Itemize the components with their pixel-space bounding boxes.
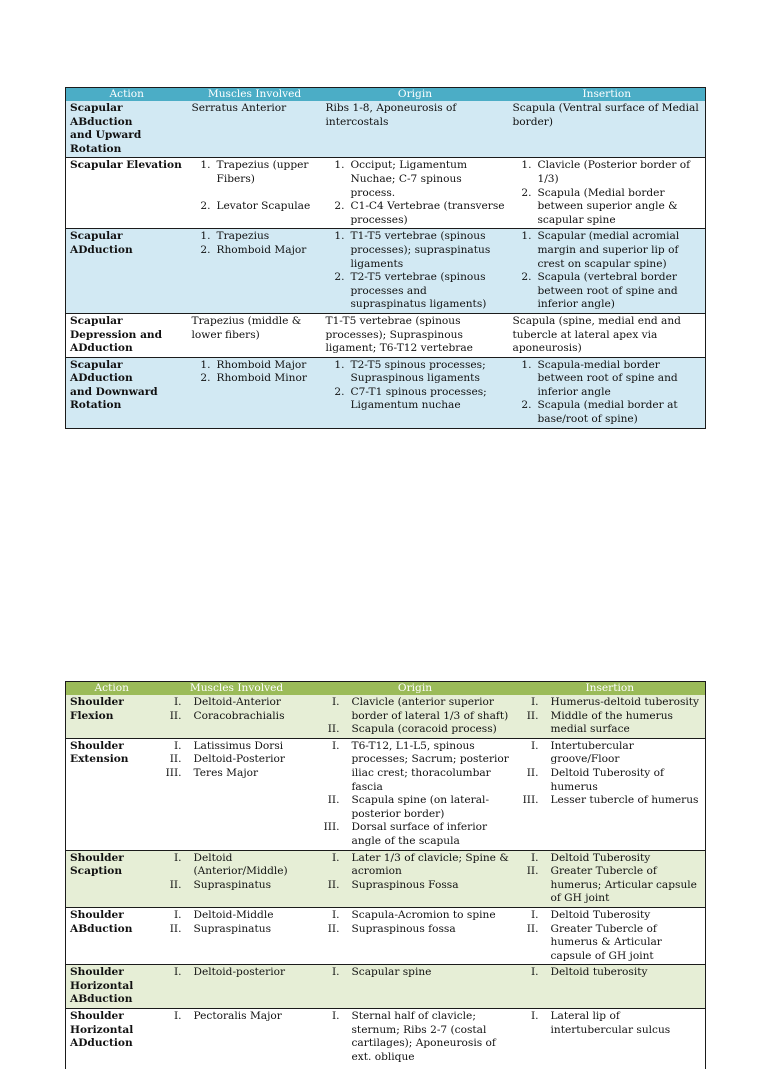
origin-cell [322,158,509,229]
list-item: III. Teres Major [165,766,259,779]
list-item: I. Later 1/3 of clavicle; Spine & acromion [331,851,509,878]
muscles-cell [158,1009,316,1069]
origin-cell [316,695,515,738]
insertion-cell [509,158,706,229]
list-item: 1. Trapezius [200,230,270,243]
list-item: 1. Scapula-medial border between root of spine and inferior angle [521,358,678,398]
table-row [66,738,706,850]
shoulder-actions-table [65,681,706,1069]
list-item: II. Supraspinous fossa [327,922,456,935]
list-item: I. Pectoralis Major [173,1010,282,1023]
insertion-cell [515,738,706,850]
table-row [66,158,706,229]
list-item: 1. T2-T5 spinous processes; Supraspinous ligaments [334,358,486,385]
table-row [66,907,706,964]
list-item: 2. Scapula (vertebral border between root of spine and inferior angle) [521,271,678,311]
list-item: I. Deltoid-Anterior [173,696,281,708]
list-item: I. Deltoid-posterior [173,966,286,979]
list-item: 2. C7-T1 spinous processes; Ligamentum nuchae [334,385,487,412]
list-item: I. Sternal half of clavicle; sternum; Ribs 2-7 (costal cartilages); Aponeurosis of ext. oblique [331,1010,496,1063]
header-insertion: Insertion [585,682,635,694]
list-item: I. Deltoid Tuberosity [530,851,651,864]
action-cell: Scapular Elevation [66,158,188,229]
origin-cell: Ribs 1-8, Aponeurosis of intercostals [325,102,457,128]
origin-cell [316,1009,515,1069]
list-item: I. Scapular spine [331,966,432,979]
list-item: I. Clavicle (anterior superior border of lateral 1/3 of shaft) [331,696,509,722]
muscles-cell [188,158,322,229]
header-action: Action [94,682,129,694]
insertion-cell: Scapula (Ventral surface of Medial border) [512,102,699,128]
origin-cell [316,738,515,850]
muscles-cell: Trapezius (middle & lower fibers) [188,313,322,357]
list-item: I. Humerus-deltoid tuberosity [530,696,700,708]
list-item: 2. Scapula (medial border at base/root of spine) [521,399,678,426]
list-item: 2. Levator Scapulae [200,199,311,212]
insertion-cell [515,907,706,964]
action-cell: Scapular ABduction and Upward Rotation [70,102,142,155]
header-insertion: Insertion [582,88,632,100]
list-item: I. Intertubercular groove/Floor [530,739,634,766]
action-cell: Scapular Depression and ADduction [66,313,188,357]
list-item: II. Deltoid-Posterior [169,753,285,766]
table-row [66,1009,706,1069]
insertion-cell: Scapula (spine, medial end and tubercle at lateral apex via aponeurosis) [509,313,706,357]
table-row [66,101,706,158]
header-muscles: Muscles Involved [207,88,302,100]
action-cell: Shoulder Horizontal ABduction [66,965,158,1009]
list-item: II. Greater Tubercle of humerus; Articular capsule of GH joint [526,865,697,905]
muscles-cell [158,965,316,1009]
list-item: 1. Clavicle (Posterior border of 1/3) [521,159,691,185]
scapular-actions-table [65,87,706,429]
list-item: I. T6-T12, L1-L5, spinous processes; Sacrum; posterior iliac crest; thoracolumbar fascia [331,739,509,793]
header-origin: Origin [397,682,433,694]
insertion-cell [515,850,706,907]
muscles-cell [158,850,316,907]
header-muscles: Muscles Involved [189,682,284,694]
list-item: I. Deltoid-Middle [173,908,274,921]
action-cell: Shoulder Extension [66,738,158,850]
origin-cell [316,907,515,964]
list-item: II. Scapula (coracoid process) [327,723,497,736]
list-item: II. Greater Tubercle of humerus & Articular capsule of GH joint [526,922,662,962]
list-item: 2. C1-C4 Vertebrae (transverse processes) [334,200,505,226]
list-item: 2. T2-T5 vertebrae (spinous processes and supraspinatus ligaments) [334,271,487,311]
insertion-cell [515,965,706,1009]
insertion-cell [509,229,706,314]
list-item: I. Scapula-Acromion to spine [331,908,496,921]
list-item: 1. Rhomboid Major [200,358,307,371]
insertion-cell [515,1009,706,1069]
header-origin: Origin [397,88,433,100]
list-item: II. Supraspinatus [169,922,272,935]
action-cell: Shoulder Scaption [66,850,158,907]
muscles-cell: Serratus Anterior [191,102,287,114]
list-item: II. Supraspinous Fossa [327,878,459,891]
list-item: I. Latissimus Dorsi [173,739,284,752]
action-cell: Shoulder Flexion [70,696,124,722]
origin-cell [322,229,509,314]
list-item: I. Lateral lip of intertubercular sulcus [530,1010,671,1036]
list-item: I. Deltoid Tuberosity [530,908,651,921]
table-row [66,357,706,428]
list-item: II. Coracobrachialis [169,709,285,722]
insertion-cell [515,695,706,738]
muscles-cell [188,229,322,314]
list-item: 1. T1-T5 vertebrae (spinous processes); supraspinatus ligaments [334,230,491,270]
muscles-cell [158,907,316,964]
list-item: 1. Trapezius (upper Fibers) [200,159,309,185]
muscles-cell [158,695,316,738]
list-item: II. Supraspinatus [169,878,272,891]
list-item: 2. Scapula (Medial border between superior angle & scapular spine [521,186,678,226]
origin-cell [316,965,515,1009]
table-row [66,850,706,907]
origin-cell: T1-T5 vertebrae (spinous processes); Supraspinous ligament; T6-T12 vertebrae [322,313,509,357]
list-item: III. Dorsal surface of inferior angle of the scapula [323,821,488,847]
table-row [66,965,706,1009]
table-row [66,229,706,314]
list-item: I. Deltoid tuberosity [530,966,648,979]
list-item: II. Deltoid Tuberosity of humerus [526,766,664,793]
muscles-cell [158,738,316,850]
action-cell: Shoulder Horizontal ADduction [66,1009,158,1069]
table-header-row [66,88,706,102]
origin-cell [316,850,515,907]
list-item: 2. Rhomboid Minor [200,372,307,385]
action-cell: Shoulder ABduction [66,907,158,964]
table-row [66,313,706,357]
table-header-row [66,682,706,696]
list-item: II. Scapula spine (on lateral-posterior border) [327,794,490,820]
action-cell: Scapular ADduction and Downward Rotation [66,357,188,428]
header-action: Action [109,88,144,100]
list-item: III. Lesser tubercle of humerus [522,794,699,807]
muscles-cell [188,357,322,428]
list-item: I. Deltoid (Anterior/Middle) [173,851,288,878]
list-item: 1. Occiput; Ligamentum Nuchae; C-7 spinous process. [334,159,468,199]
action-cell: Scapular ADduction [66,229,188,314]
list-item: 1. Scapular (medial acromial margin and superior lip of crest on scapular spine) [521,230,680,270]
table-row [66,695,706,738]
insertion-cell [509,357,706,428]
list-item: II. Middle of the humerus medial surface [526,709,673,736]
list-item: 2. Rhomboid Major [200,243,307,256]
origin-cell [322,357,509,428]
